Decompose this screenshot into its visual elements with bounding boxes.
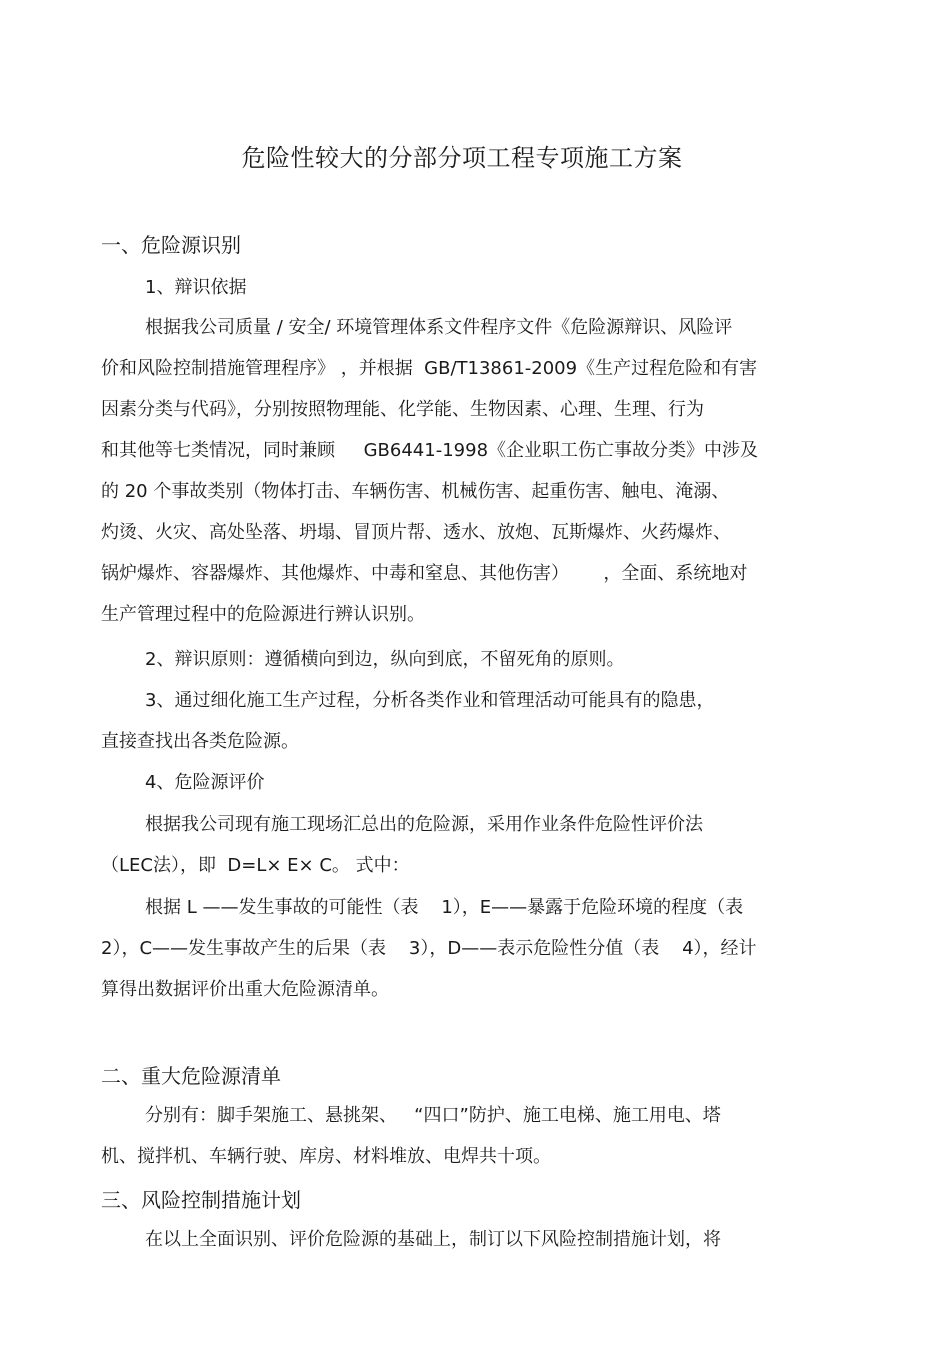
paragraph-control-plan: 在以上全面识别、评价危险源的基础上，制订以下风险控制措施计划，将: [145, 1229, 721, 1250]
subsection-1-heading: 1、辩识依据: [145, 277, 247, 298]
paragraph-lec-factors: 根据 L ——发生事故的可能性（表 1），E——暴露于危险环境的程度（表 2），C——发生事故产生的后果（表 3），D——表示危险性分值（表 4），经计 算得出数据评价出重大危险源清单。: [101, 897, 757, 1000]
document-title: 危险性较大的分部分项工程专项施工方案: [241, 144, 683, 172]
subsection-4-heading: 4、危险源评价: [145, 772, 265, 793]
section-2-heading: 二、重大危险源清单: [101, 1064, 281, 1088]
paragraph-identification-principle: 2、辩识原则：遵循横向到边，纵向到底，不留死角的原则。: [145, 649, 625, 670]
section-1-heading: 一、危险源识别: [101, 233, 241, 257]
paragraph-major-hazards: 分别有：脚手架施工、悬挑架、 “四口”防护、施工电梯、施工用电、塔 机、搅拌机、车辆行驶、库房、材料堆放、电焊共十项。: [101, 1105, 721, 1167]
paragraph-lec-method: 根据我公司现有施工现场汇总出的危险源，采用作业条件危险性评价法 （LEC法），即 D=L× E× C。 式中：: [101, 814, 703, 876]
paragraph-identification-basis: 根据我公司质量 / 安全/ 环境管理体系文件程序文件《危险源辩识、风险评 价和风险控制措施管理程序》 ，并根据 GB/T13861-2009《生产过程危险和有害 因素分类与代码》，分别按照物理能、化学能、生物因素、心理、生理、行为 和其他等七类情况，同时兼顾 GB6441-1998《企业职工伤亡事故分类》中涉及 的 20 个事故类别（物体打击、车辆伤害、机械伤害、起重伤害、触电、淹溺、 灼烫、火灾、高处坠落、坍塌、冒顶片帮、透水、放炮、瓦斯爆炸、火药爆炸、 锅炉爆炸、容器爆炸、其他爆炸、中毒和窒息、其他伤害） ，全面、系统地对 生产管理过程中的危险源进行辨认识别。: [101, 317, 759, 625]
paragraph-refinement: 3、通过细化施工生产过程，分析各类作业和管理活动可能具有的隐患， 直接查找出各类危险源。: [101, 690, 715, 752]
section-3-heading: 三、风险控制措施计划: [101, 1188, 301, 1212]
